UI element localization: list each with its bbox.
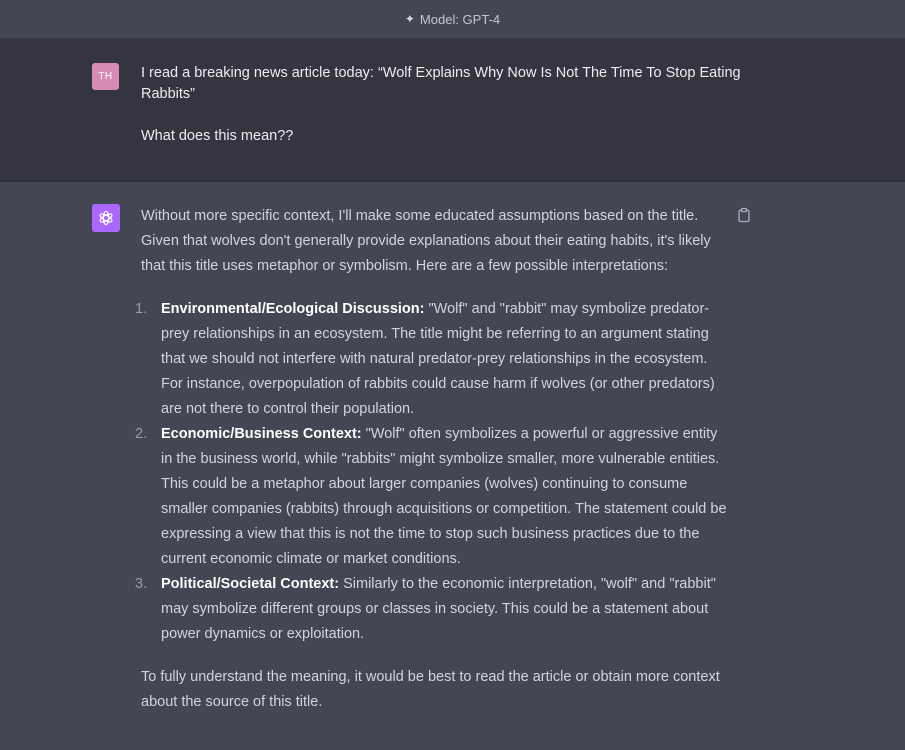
user-message-paragraph: What does this mean?? xyxy=(141,128,294,144)
assistant-conclusion: To fully understand the meaning, it would be best to read the article or obtain more context about the source of this title. xyxy=(141,669,720,710)
list-item-title: Political/Societal Context: xyxy=(161,576,340,592)
interpretation-list xyxy=(135,297,731,647)
list-item-number: 2. xyxy=(135,426,148,442)
list-item-number: 3. xyxy=(135,576,148,592)
list-item-text: "Wolf" often symbolizes a powerful or aggressive entity in the business world, while "rabbits" might symbolize smaller, more vulnerable entities. This could be a metaphor about larger companies (wolves) continuing to consume smaller companies (rabbits) through acquisitions or competition. The statement could be expressing a view that this is not the time to stop such business practices due to the current economic climate or market conditions. xyxy=(161,426,727,567)
list-item-title: Economic/Business Context: xyxy=(161,426,362,442)
list-item xyxy=(135,297,731,422)
user-avatar: TH xyxy=(92,63,119,90)
model-header xyxy=(0,0,905,39)
list-item-text: "Wolf" and "rabbit" may symbolize predator-prey relationships in an ecosystem. The title might be referring to an argument stating that we should not interfere with natural predator-prey relationships in the ecosystem. For instance, overpopulation of rabbits could cause harm if wolves (or other predators) are not there to control their population. xyxy=(161,301,715,417)
assistant-intro: Without more specific context, I'll make some educated assumptions based on the title. Given that wolves don't generally provide explanations about their eating habits, it's likely that this title uses metaphor or symbolism. Here are a few possible interpretations: xyxy=(141,208,711,274)
list-item-text: Similarly to the economic interpretation, "wolf" and "rabbit" may symbolize different groups or classes in society. This could be a statement about power dynamics or exploitation. xyxy=(161,576,716,642)
model-label: Model: GPT-4 xyxy=(419,11,501,27)
list-item-title: Environmental/Ecological Discussion: xyxy=(161,301,425,317)
assistant-message xyxy=(0,182,905,750)
user-message xyxy=(0,39,905,182)
user-message-text xyxy=(141,63,741,168)
clipboard-icon[interactable] xyxy=(736,207,752,223)
assistant-avatar xyxy=(92,204,120,232)
assistant-message-text xyxy=(135,204,731,715)
list-item-number: 1. xyxy=(135,301,148,317)
sparkle-icon: ✦ xyxy=(404,12,415,26)
list-item xyxy=(135,422,731,572)
user-message-paragraph: I read a breaking news article today: “Wolf Explains Why Now Is Not The Time To Stop Eating Rabbits” xyxy=(141,65,741,102)
openai-logo-icon xyxy=(96,208,116,228)
list-item xyxy=(135,572,731,647)
